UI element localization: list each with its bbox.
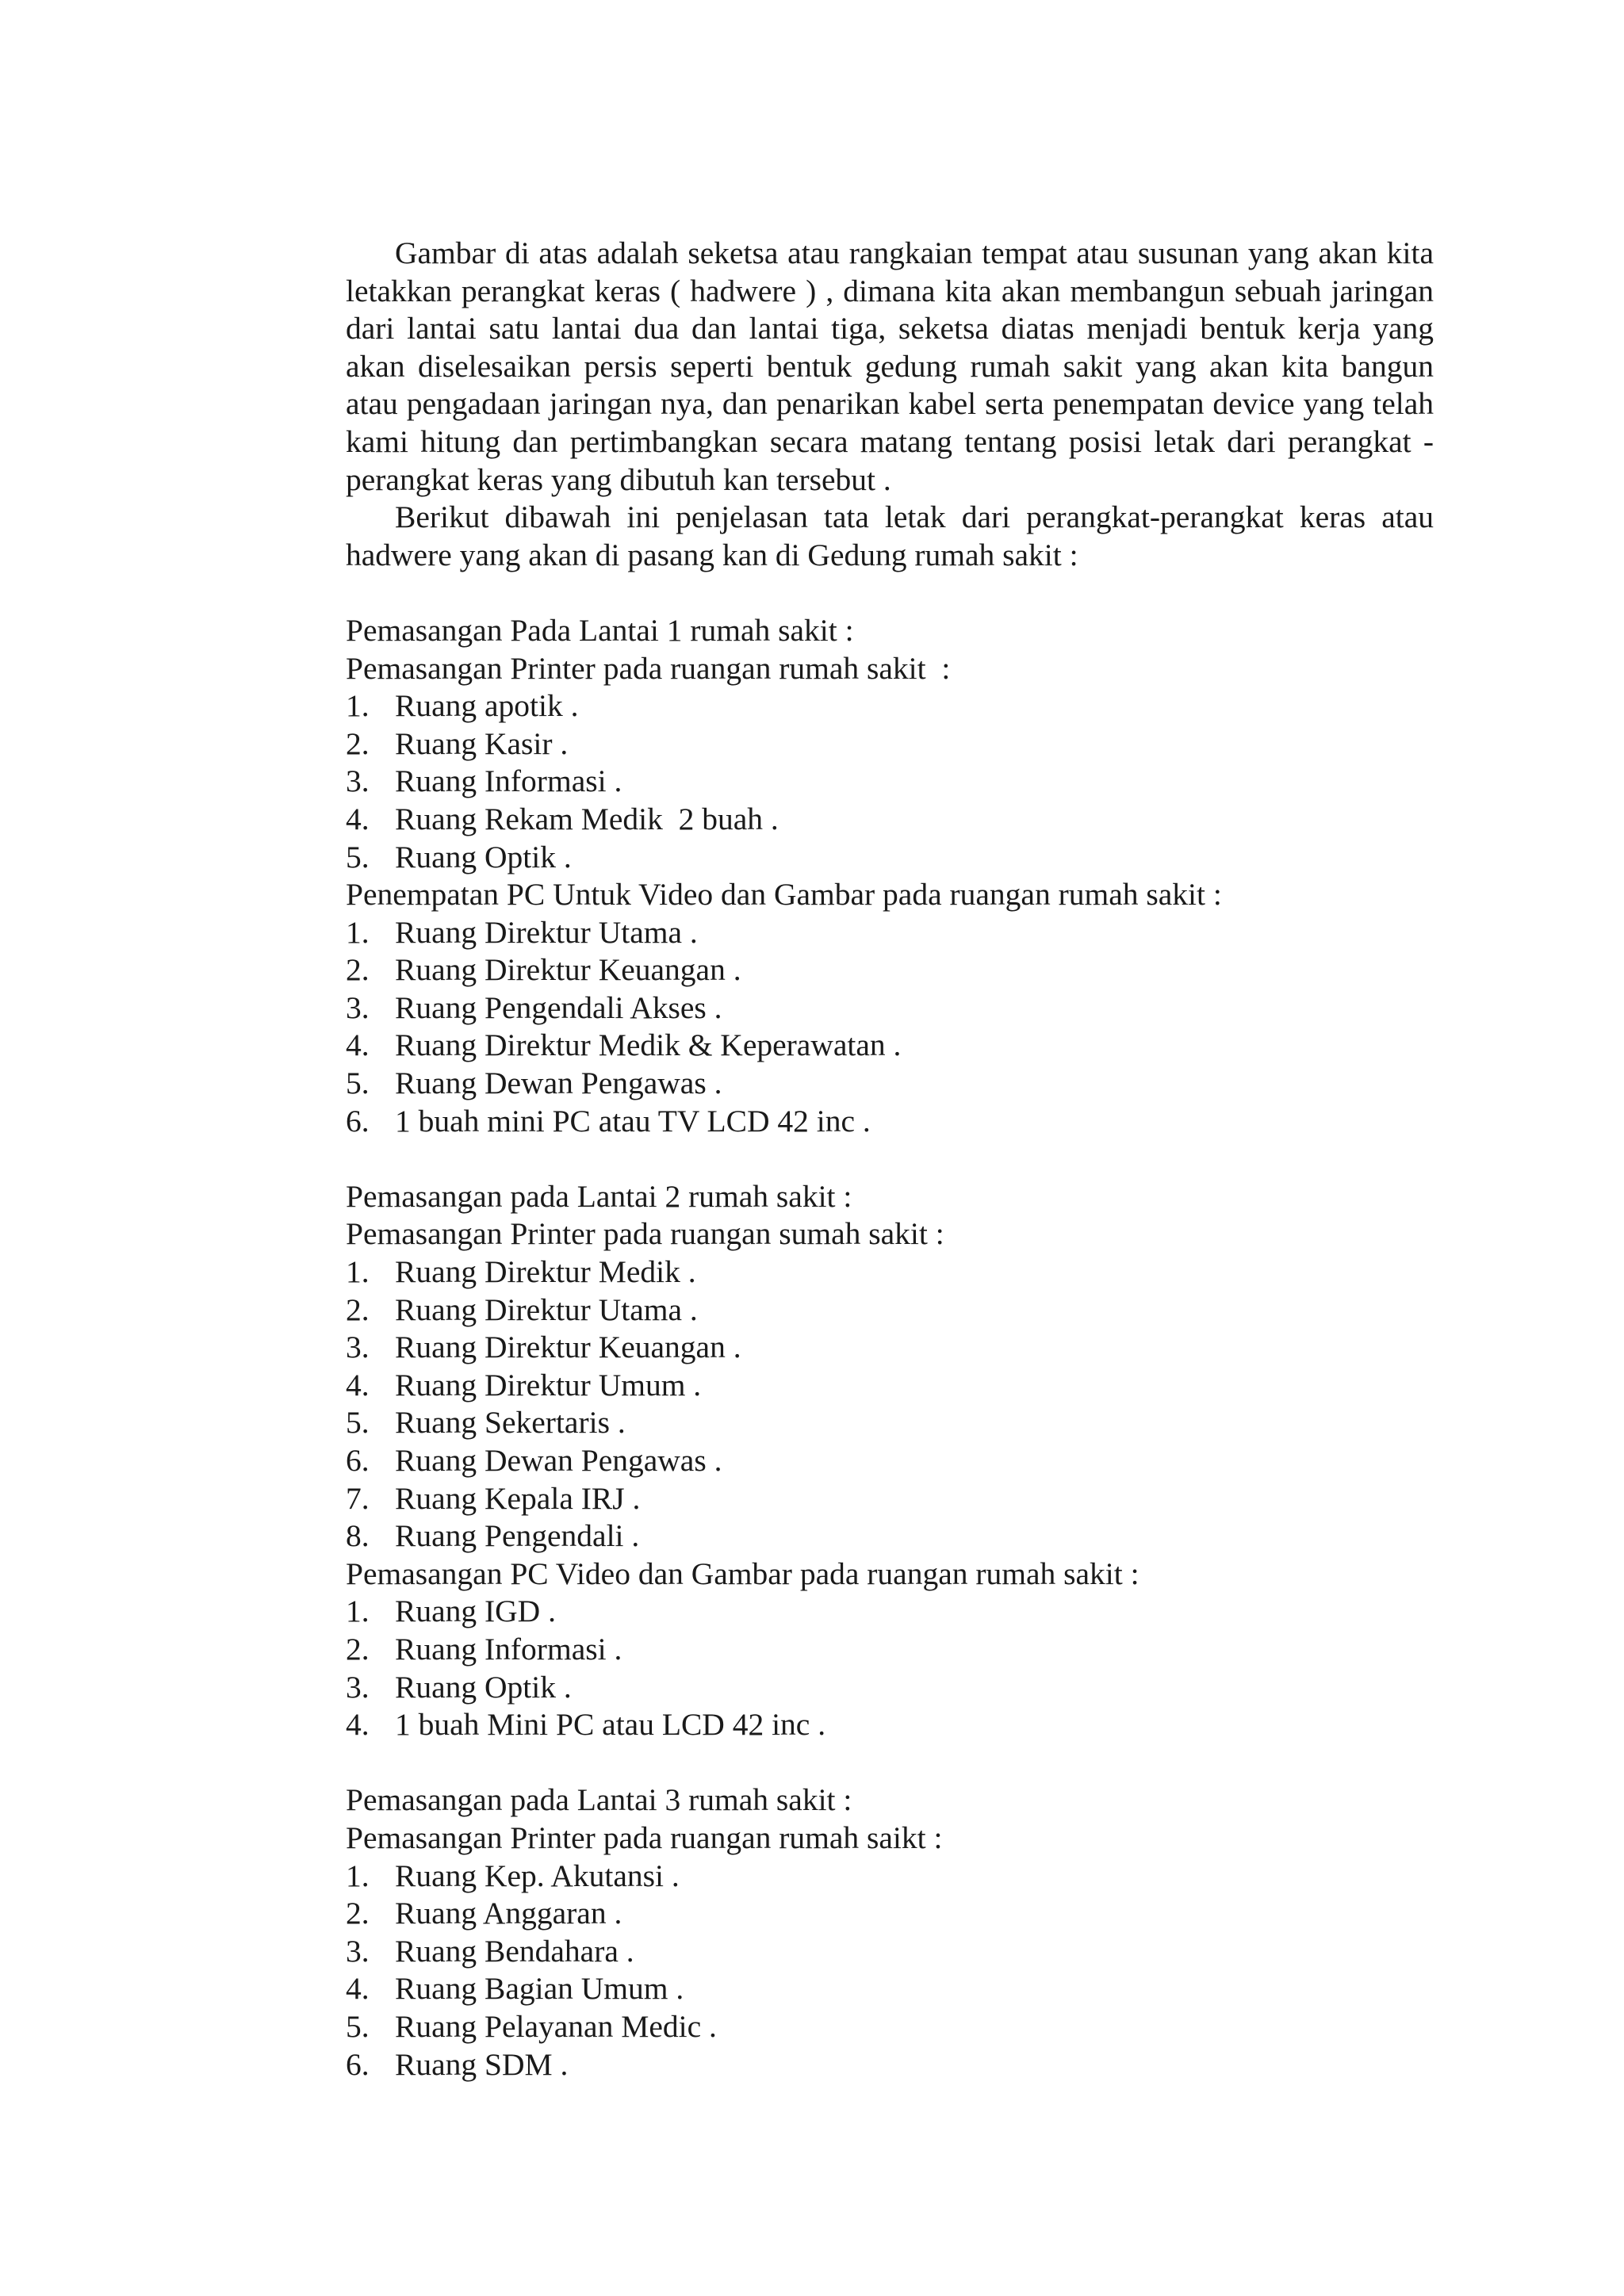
floor-2-title: Pemasangan pada Lantai 2 rumah sakit : <box>346 1178 852 1214</box>
list-text: Ruang Informasi . <box>395 1631 622 1667</box>
list-number: 6. <box>346 1103 370 1138</box>
list-text: Ruang Rekam Medik 2 buah . <box>395 801 779 836</box>
list-number: 5. <box>346 839 370 874</box>
list-item <box>346 1970 1434 2008</box>
list-item <box>346 2046 1434 2084</box>
list-text: Ruang Direktur Medik & Keperawatan . <box>395 1027 902 1063</box>
list-text: Ruang Kepala IRJ . <box>395 1480 641 1516</box>
list-number: 5. <box>346 1066 370 1101</box>
list-number: 1. <box>346 1594 370 1629</box>
list-item <box>346 801 1434 839</box>
intro-paragraph-2: Berikut dibawah ini penjelasan tata letak dari perangkat-perangkat keras atau hadwere yang akan di pasang kan di Gedung rumah sakit : <box>346 499 1434 572</box>
list-item <box>346 687 1434 725</box>
floor-2-printer-heading: Pemasangan Printer pada ruangan sumah sakit : <box>346 1216 944 1252</box>
list-number: 1. <box>346 1858 370 1893</box>
list-number: 4. <box>346 1707 370 1743</box>
list-item <box>346 839 1434 877</box>
list-text: Ruang Pengendali Akses . <box>395 989 722 1025</box>
list-text: Ruang Direktur Keuangan . <box>395 952 741 988</box>
list-item <box>346 1517 1434 1556</box>
list-item <box>346 763 1434 801</box>
floor-3-section <box>346 1781 1434 2084</box>
list-number: 6. <box>346 1443 370 1478</box>
list-text: Ruang Pelayanan Medic . <box>395 2008 717 2044</box>
list-text: Ruang Informasi . <box>395 763 622 799</box>
blank-line <box>346 1140 1434 1178</box>
list-number: 3. <box>346 989 370 1025</box>
list-number: 4. <box>346 1971 370 2007</box>
floor-1-pc-heading: Penempatan PC Untuk Video dan Gambar pada ruangan rumah sakit : <box>346 877 1222 913</box>
floor-1-title: Pemasangan Pada Lantai 1 rumah sakit : <box>346 612 854 648</box>
list-number: 4. <box>346 801 370 836</box>
list-item <box>346 1253 1434 1292</box>
list-number: 3. <box>346 1669 370 1705</box>
list-item <box>346 1027 1434 1065</box>
floor-2-section <box>346 1178 1434 1744</box>
floor-2-pc-heading: Pemasangan PC Video dan Gambar pada ruangan rumah sakit : <box>346 1556 1139 1591</box>
list-number: 3. <box>346 1330 370 1365</box>
floor-1-printer-heading: Pemasangan Printer pada ruangan rumah sakit : <box>346 650 951 686</box>
list-text: Ruang Direktur Utama . <box>395 914 698 950</box>
document-body <box>346 235 1434 2084</box>
list-item <box>346 1404 1434 1442</box>
list-text: Ruang Anggaran . <box>395 1896 622 1931</box>
list-number: 2. <box>346 1292 370 1327</box>
list-number: 2. <box>346 1631 370 1667</box>
list-text: Ruang SDM . <box>395 2046 569 2082</box>
list-text: Ruang Kep. Akutansi . <box>395 1858 680 1893</box>
list-text: Ruang Optik . <box>395 1669 572 1705</box>
list-item <box>346 725 1434 763</box>
list-item <box>346 1329 1434 1367</box>
list-text: 1 buah mini PC atau TV LCD 42 inc . <box>395 1103 871 1138</box>
list-text: Ruang IGD . <box>395 1594 556 1629</box>
list-item <box>346 1706 1434 1744</box>
list-text: Ruang Pengendali . <box>395 1518 640 1554</box>
list-number: 4. <box>346 1367 370 1402</box>
list-number: 2. <box>346 952 370 988</box>
list-item <box>346 2008 1434 2046</box>
floor-1-section <box>346 612 1434 1140</box>
list-number: 7. <box>346 1480 370 1516</box>
list-item <box>346 1933 1434 1971</box>
list-number: 5. <box>346 2008 370 2044</box>
list-number: 3. <box>346 1933 370 1969</box>
list-item <box>346 1858 1434 1896</box>
floor-3-title: Pemasangan pada Lantai 3 rumah sakit : <box>346 1782 852 1818</box>
list-text: 1 buah Mini PC atau LCD 42 inc . <box>395 1707 826 1743</box>
list-item <box>346 914 1434 952</box>
list-text: Ruang Direktur Medik . <box>395 1254 696 1290</box>
list-text: Ruang Dewan Pengawas . <box>395 1066 722 1101</box>
list-number: 1. <box>346 914 370 950</box>
list-text: Ruang Direktur Umum . <box>395 1367 702 1402</box>
list-item <box>346 1367 1434 1405</box>
list-text: Ruang Optik . <box>395 839 572 874</box>
list-text: Ruang Direktur Utama . <box>395 1292 698 1327</box>
blank-line <box>346 1744 1434 1782</box>
list-number: 5. <box>346 1405 370 1441</box>
list-item <box>346 1442 1434 1480</box>
floor-3-printer-heading: Pemasangan Printer pada ruangan rumah saikt : <box>346 1820 943 1855</box>
list-item <box>346 951 1434 989</box>
list-number: 4. <box>346 1027 370 1063</box>
list-number: 2. <box>346 1896 370 1931</box>
list-item <box>346 989 1434 1027</box>
blank-line <box>346 574 1434 612</box>
list-text: Ruang Bagian Umum . <box>395 1971 684 2007</box>
list-item <box>346 1292 1434 1330</box>
list-text: Ruang Direktur Keuangan . <box>395 1330 741 1365</box>
list-text: Ruang Dewan Pengawas . <box>395 1443 722 1478</box>
list-item <box>346 1103 1434 1141</box>
list-number: 2. <box>346 725 370 761</box>
list-item <box>346 1480 1434 1518</box>
list-text: Ruang Kasir . <box>395 725 569 761</box>
list-number: 1. <box>346 1254 370 1290</box>
floor-1-printer-list <box>346 687 1434 876</box>
floor-2-printer-list <box>346 1253 1434 1556</box>
list-item <box>346 1631 1434 1669</box>
list-text: Ruang Sekertaris . <box>395 1405 626 1441</box>
list-item <box>346 1669 1434 1707</box>
list-number: 8. <box>346 1518 370 1554</box>
list-text: Ruang Bendahara . <box>395 1933 634 1969</box>
floor-1-pc-list <box>346 914 1434 1141</box>
intro-paragraph-1: Gambar di atas adalah seketsa atau rangkaian tempat atau susunan yang akan kita letakkan perangkat keras ( hadwere ) , dimana kita akan membangun sebuah jaringan dari lantai satu lantai dua dan lantai tiga, seketsa diatas menjadi bentuk kerja yang akan diselesaikan persis seperti bentuk gedung rumah sakit yang akan kita bangun atau pengadaan jaringan nya, dan penarikan kabel serta penempatan device yang telah kami hitung dan pertimbangkan secara matang tentang posisi letak dari perangkat - perangkat keras yang dibutuh kan tersebut . <box>346 235 1434 497</box>
floor-3-printer-list <box>346 1858 1434 2084</box>
list-item <box>346 1593 1434 1631</box>
list-item <box>346 1895 1434 1933</box>
list-text: Ruang apotik . <box>395 688 579 724</box>
list-number: 6. <box>346 2046 370 2082</box>
list-number: 3. <box>346 763 370 799</box>
list-item <box>346 1065 1434 1103</box>
floor-2-pc-list <box>346 1593 1434 1743</box>
list-number: 1. <box>346 688 370 724</box>
